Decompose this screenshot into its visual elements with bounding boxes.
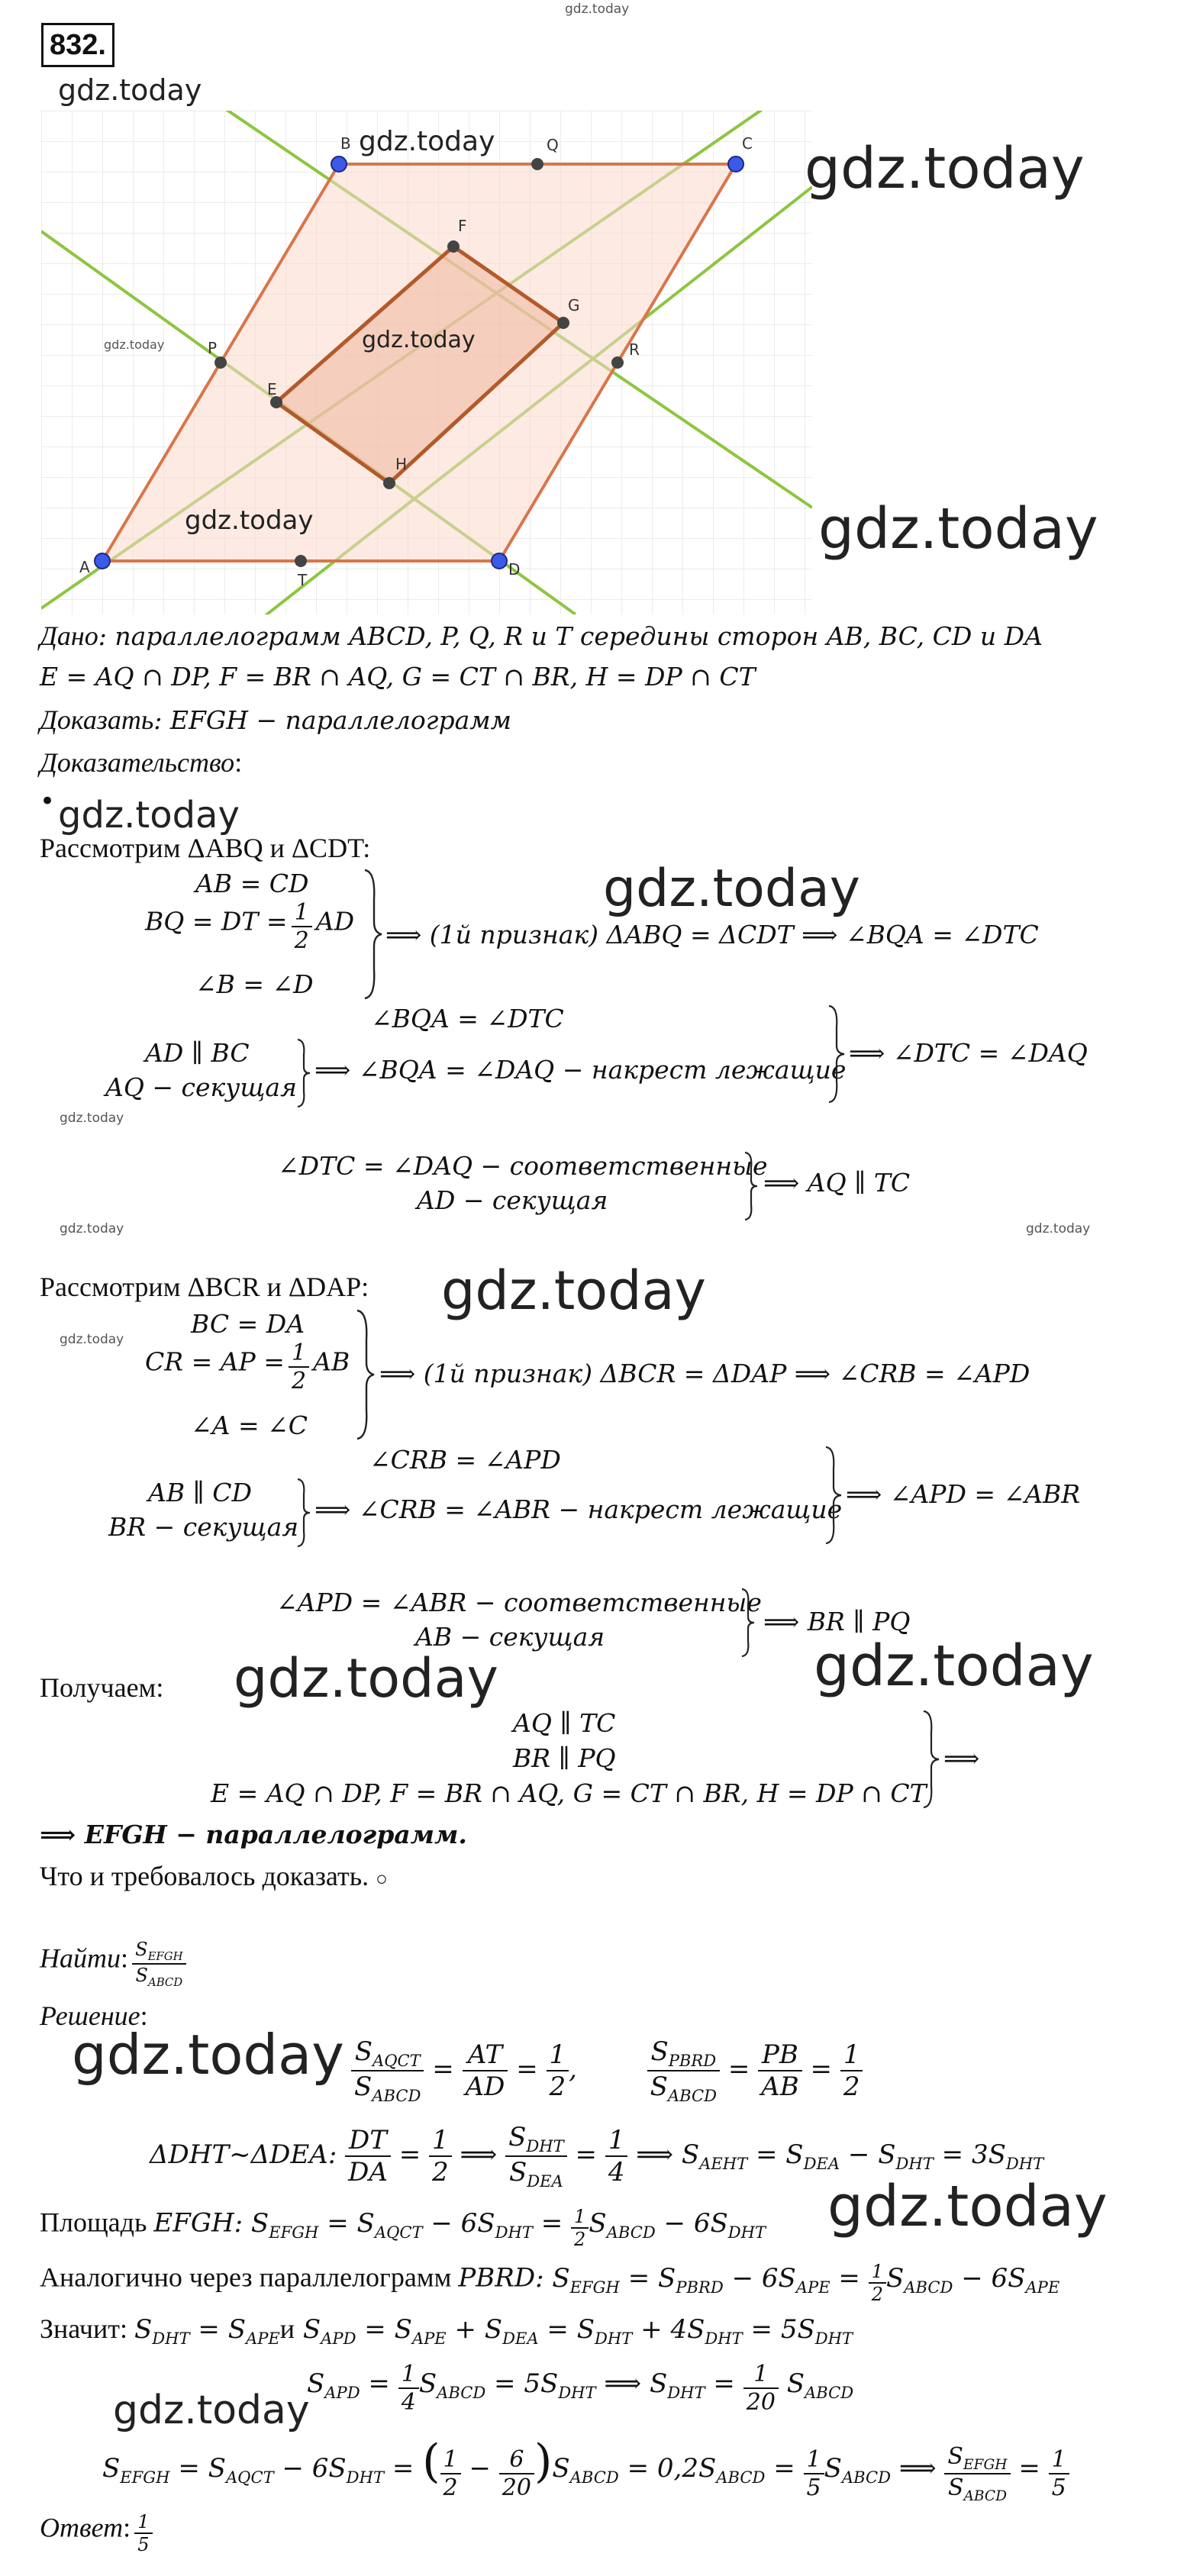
sol-ratio-aqct: $\frac{S_{AQCT}}{S_{ABCD}}$ = $\frac{AT}{AD}$ = $\frac{1}{2}$ , $\frac{S_{PBRD}}{S_{ABCD}}$ = $\frac{PB}{AB}$ = $\frac{1}{2}$	[351, 2036, 863, 2105]
brace	[296, 1478, 311, 1548]
label-c: C	[742, 134, 753, 153]
part1-consider: Рассмотрим ΔABQ и ΔCDT:	[40, 833, 371, 863]
watermark: gdz.today	[113, 2387, 310, 2433]
brace	[740, 1588, 756, 1658]
brace	[363, 869, 383, 1000]
label-b: B	[340, 134, 351, 153]
part1-eq3: ∠B = ∠D	[195, 969, 314, 999]
source-label: gdz.today	[565, 2, 630, 17]
part1-s4: ⟹ ∠BQA = ∠DAQ − накрест лежащие	[314, 1055, 847, 1085]
get-l3: E = AQ ∩ DP, F = BR ∩ AQ, G = CT ∩ BR, H = DP ∩ CT	[211, 1778, 927, 1808]
watermark: gdz.today	[805, 136, 1085, 202]
solution-label-line: Решение:	[40, 2001, 148, 2031]
watermark: gdz.today	[60, 1221, 124, 1236]
part2-eq1: BC = DA	[191, 1309, 305, 1339]
label-t: T	[298, 571, 308, 589]
part2-eq2: CR = AP = $\frac{1}{2}$ AB	[145, 1340, 350, 1394]
label-q: Q	[547, 136, 559, 154]
label-e: E	[267, 380, 277, 398]
watermark: gdz.today	[603, 859, 860, 919]
part2-s2: AB ∥ CD	[148, 1478, 253, 1507]
watermark: gdz.today	[60, 1332, 124, 1347]
watermark: gdz.today	[362, 327, 476, 353]
answer-line: Ответ: $\frac{1}{5}$	[40, 2511, 153, 2555]
watermark: gdz.today	[72, 2023, 344, 2087]
proof-line: Доказательство:	[40, 747, 243, 778]
watermark: gdz.today	[818, 496, 1098, 562]
part1-t1: ∠DTC = ∠DAQ − соответственные	[278, 1151, 768, 1181]
part1-t2: AD − секущая	[417, 1185, 608, 1215]
sol-apd: $S_{APD}$ = $\frac{1}{4}$ $S_{ABCD} = 5S_{DHT}$ ⟹ $S_{DHT}$ = $\frac{1}{20}$ $S_{ABCD}$	[307, 2361, 854, 2416]
part2-t3: ⟹ BR ∥ PQ	[763, 1607, 911, 1636]
watermark: gdz.today	[60, 1111, 124, 1126]
find-line: Найти: $\frac{S_{EFGH}}{S_{ABCD}}$	[40, 1939, 186, 1989]
sol-final: $S_{EFGH} = S_{AQCT} - 6S_{DHT}$ = ( $\frac{1}{2}$ − $\frac{6}{20}$ )$S_{ABCD} = 0,2S_{ABCD}$ = $\frac{1}{5}$ $S_{ABCD}$ ⟹ $\frac{S_{EFGH}}{S_{ABCD}}$ = $\frac{1}{5}$	[102, 2435, 1069, 2504]
watermark: gdz.today	[814, 1633, 1094, 1699]
given-text: : параллелограмм ABCD, P, Q, R и T середины сторон AB, BC, CD и DA	[98, 621, 1043, 651]
part1-s1: ∠BQA = ∠DTC	[371, 1004, 564, 1033]
brace	[827, 1004, 846, 1104]
part2-s3: BR − секущая	[108, 1512, 299, 1542]
prove-label: Доказать	[40, 704, 154, 735]
sol-area: Площадь EFGH: $S_{EFGH} = S_{AQCT} - 6S_{DHT}$ = $\frac{1}{2}$ $S_{ABCD} - 6S_{DHT}$	[40, 2206, 766, 2250]
problem-number: 832.	[41, 23, 114, 67]
part2-s5: ⟹ ∠APD = ∠ABR	[846, 1479, 1081, 1509]
label-h: H	[395, 455, 408, 473]
brace	[922, 1710, 940, 1809]
part1-s2: AD ∥ BC	[145, 1038, 250, 1068]
watermark: gdz.today	[827, 2174, 1108, 2239]
brace	[296, 1038, 311, 1108]
get-arrow: ⟹	[943, 1743, 980, 1773]
part1-s3: AQ − секущая	[105, 1072, 297, 1102]
brace	[824, 1446, 843, 1545]
watermark: gdz.today	[441, 1259, 706, 1322]
get-qed: Что и требовалось доказать. ○	[40, 1861, 388, 1891]
watermark: gdz.today	[1026, 1221, 1091, 1236]
sol-analog: Аналогично через параллелограмм PBRD: $S_{EFGH} = S_{PBRD} - 6S_{APE}$ = $\frac{1}{2}$ $S_{ABCD} - 6S_{APE}$	[40, 2261, 1060, 2305]
given-label: Дано	[40, 621, 98, 651]
watermark: gdz.today	[58, 794, 240, 837]
part2-s1: ∠CRB = ∠APD	[369, 1445, 561, 1475]
part2-t2: AB − секущая	[415, 1622, 605, 1652]
part1-eq2: BQ = DT = $\frac{1}{2}$ AD	[145, 899, 355, 954]
get-label: Получаем:	[40, 1672, 164, 1703]
part1-s5: ⟹ ∠DTC = ∠DAQ	[849, 1038, 1088, 1068]
watermark: gdz.today	[104, 337, 165, 352]
proof-label: Доказательство	[40, 747, 235, 778]
sol-means: Значит: $S_{DHT} = S_{APE}и$ $S_{APD} = S_{APE} + S_{DEA} = S_{DHT} + 4S_{DHT} = 5S_{DHT}$	[40, 2313, 853, 2348]
label-f: F	[458, 217, 467, 235]
part2-consider: Рассмотрим ΔBCR и ΔDAP:	[40, 1272, 369, 1302]
given-line-1	[40, 620, 1043, 652]
watermark: gdz.today	[234, 1647, 498, 1710]
part1-t3: ⟹ AQ ∥ TC	[763, 1168, 911, 1198]
watermark: gdz.today	[58, 73, 202, 107]
prove-line	[40, 704, 511, 736]
part2-conclusion: ⟹ (1й признак) ΔBCR = ΔDAP ⟹ ∠CRB = ∠APD	[379, 1359, 1030, 1388]
watermark: gdz.today	[359, 126, 495, 157]
label-a: A	[79, 558, 90, 576]
part1-eq1: AB = CD	[195, 869, 309, 898]
get-result: ⟹ EFGH − параллелограмм.	[40, 1820, 467, 1849]
given-line-2: E = AQ ∩ DP, F = BR ∩ AQ, G = CT ∩ BR, H = DP ∩ CT	[40, 662, 756, 692]
watermark: gdz.today	[185, 505, 314, 536]
part2-eq3: ∠A = ∠C	[191, 1411, 308, 1440]
part2-s4: ⟹ ∠CRB = ∠ABR − накрест лежащие	[314, 1494, 843, 1524]
label-r: R	[629, 340, 640, 359]
brace	[743, 1151, 759, 1221]
brace	[356, 1309, 376, 1440]
sol-similarity: ΔDHT~ΔDEA: $\frac{DT}{DA}$ = $\frac{1}{2}$ ⟹ $\frac{S_{DHT}}{S_{DEA}}$ = $\frac{1}{4}$ ⟹ $S_{AEHT} = S_{DEA} - S_{DHT} = 3S_{DHT}$	[150, 2122, 1044, 2191]
label-d: D	[508, 560, 521, 579]
geometry-figure	[41, 111, 812, 614]
label-p: P	[208, 339, 218, 357]
part1-conclusion: ⟹ (1й признак) ΔABQ = ΔCDT ⟹ ∠BQA = ∠DTC	[385, 920, 1039, 949]
bullet: •	[40, 786, 56, 817]
label-g: G	[568, 296, 580, 314]
get-l2: BR ∥ PQ	[513, 1743, 616, 1773]
prove-text: : EFGH − параллелограмм	[153, 705, 512, 735]
get-l1: AQ ∥ TC	[513, 1708, 616, 1738]
part2-t1: ∠APD = ∠ABR − соответственные	[276, 1588, 762, 1617]
